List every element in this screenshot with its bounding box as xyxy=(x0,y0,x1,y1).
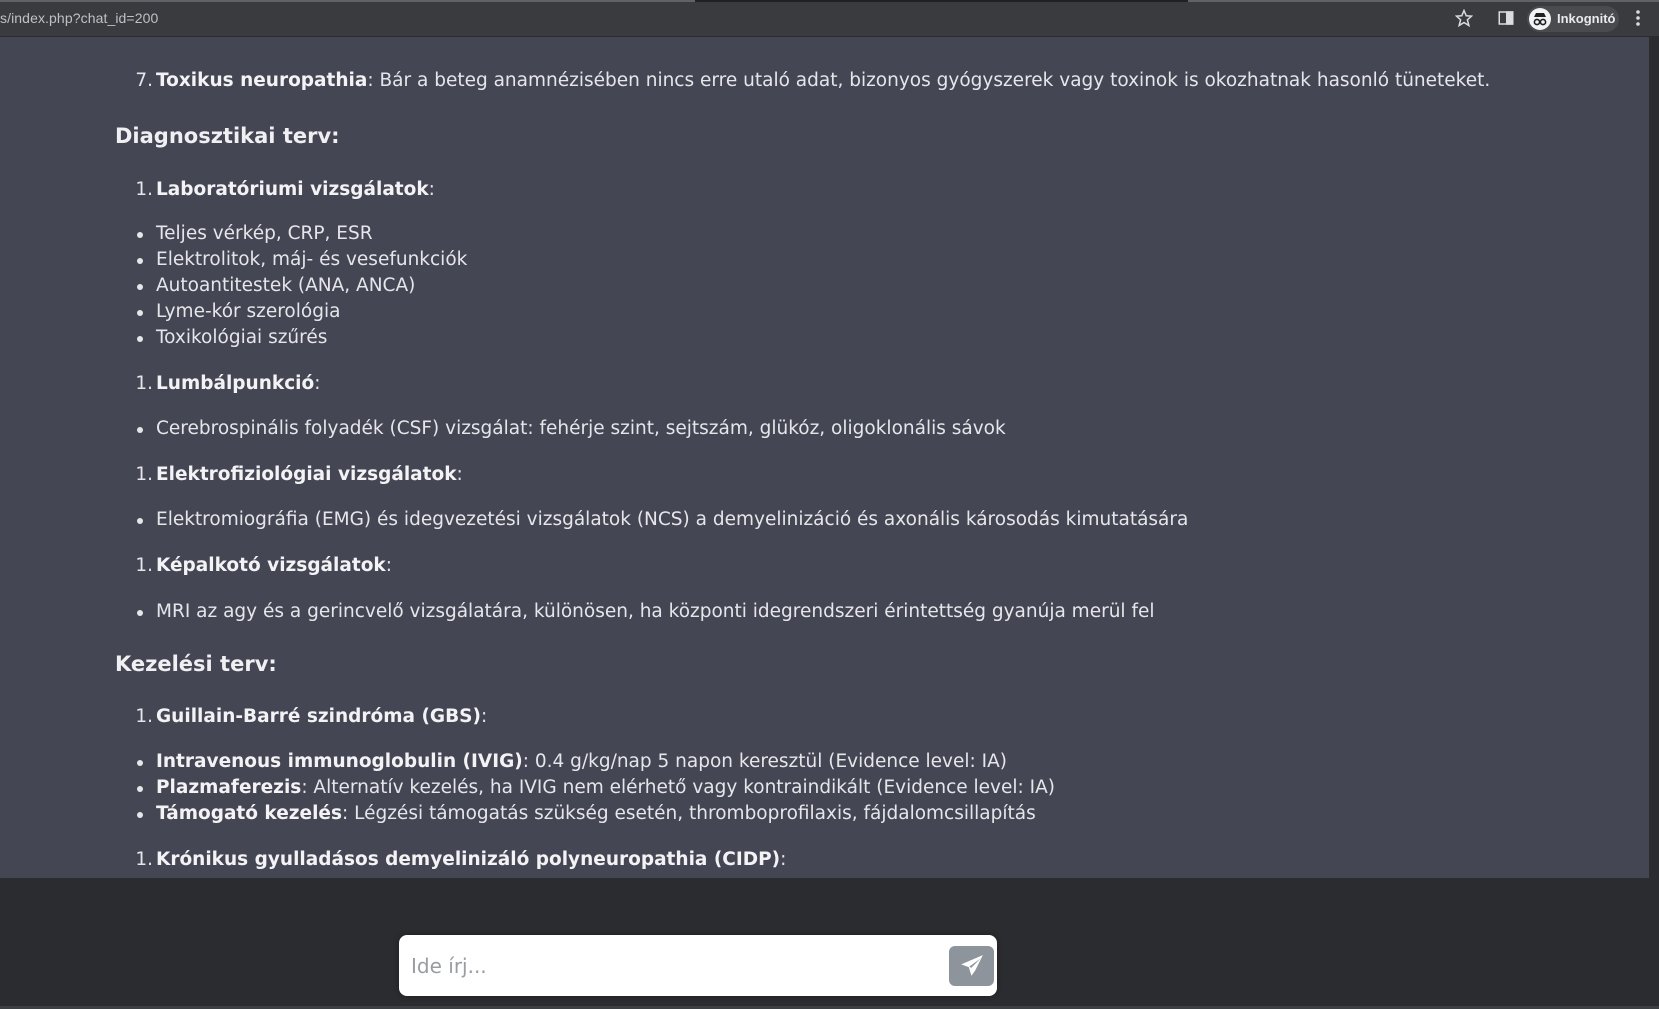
star-icon[interactable] xyxy=(1454,9,1474,29)
tab-strip xyxy=(0,0,1659,2)
message-composer xyxy=(399,935,997,996)
message-input[interactable] xyxy=(411,947,911,985)
kebab-menu-icon[interactable] xyxy=(1628,9,1648,29)
chat-message-area: 7. Toxikus neuropathia: Bár a beteg anamnézisében nincs erre utaló adat, bizonyos gyógyszerek vagy toxinok is okozhatnak hasonló tüneteket. Diagnosztikai terv: 1. Laboratóriumi vizsgálatok: Teljes vérkép, CRP, ESR Elektrolitok, máj- és vesefunkciók Autoantitestek (ANA, ANCA) Lyme-kór szerológia Toxikológiai szűrés 1. Lumbálpunkció: Cerebrospinális folyadék (CSF) vizsgálat: fehérje szint, sejtszám, glükóz, oligoklonális sávok 1. Elektrofiziológiai vizsgálatok: Elektromiográfia (EMG) és idegvezetési vizsgálatok (NCS) a demyelinizáció és axonális károsodás kimutatására 1. Képalkotó vizsgálatok: MRI az agy és a gerincvelő vizsgálatára, különösen, ha központi idegrendszeri érintettség gyanúja merül fel Kezelési terv: 1. Guillain-Barré szindróma (GBS): Intravenous immunoglobulin (IVIG): 0.4 g/kg/nap 5 napon keresztül (Evidence level: IA) Plazmaferezis: Alternatív kezelés, ha IVIG nem elérhető vagy kontraindikált (Evidence level: IA) Támogató kezelés: Légzési támogatás szükség esetén, thromboprofilaxis, fájdalomcsillapítás 1. Krónikus gyulladásos demyelinizáló polyneuropathia (CIDP): xyxy=(0,37,1649,878)
scrollbar[interactable] xyxy=(1649,37,1659,878)
profile-label: Inkognitó xyxy=(1557,11,1616,26)
side-panel-icon[interactable] xyxy=(1496,9,1516,29)
send-button[interactable] xyxy=(949,946,994,986)
section-heading-diagnostic: Diagnosztikai terv: xyxy=(115,124,340,148)
paper-plane-icon xyxy=(959,967,985,982)
incognito-icon xyxy=(1529,8,1551,30)
incognito-profile-button[interactable] xyxy=(1527,6,1619,32)
address-bar-url[interactable]: s/index.php?chat_id=200 xyxy=(0,10,159,26)
section-heading-treatment: Kezelési terv: xyxy=(115,652,277,676)
browser-toolbar xyxy=(0,0,1659,37)
